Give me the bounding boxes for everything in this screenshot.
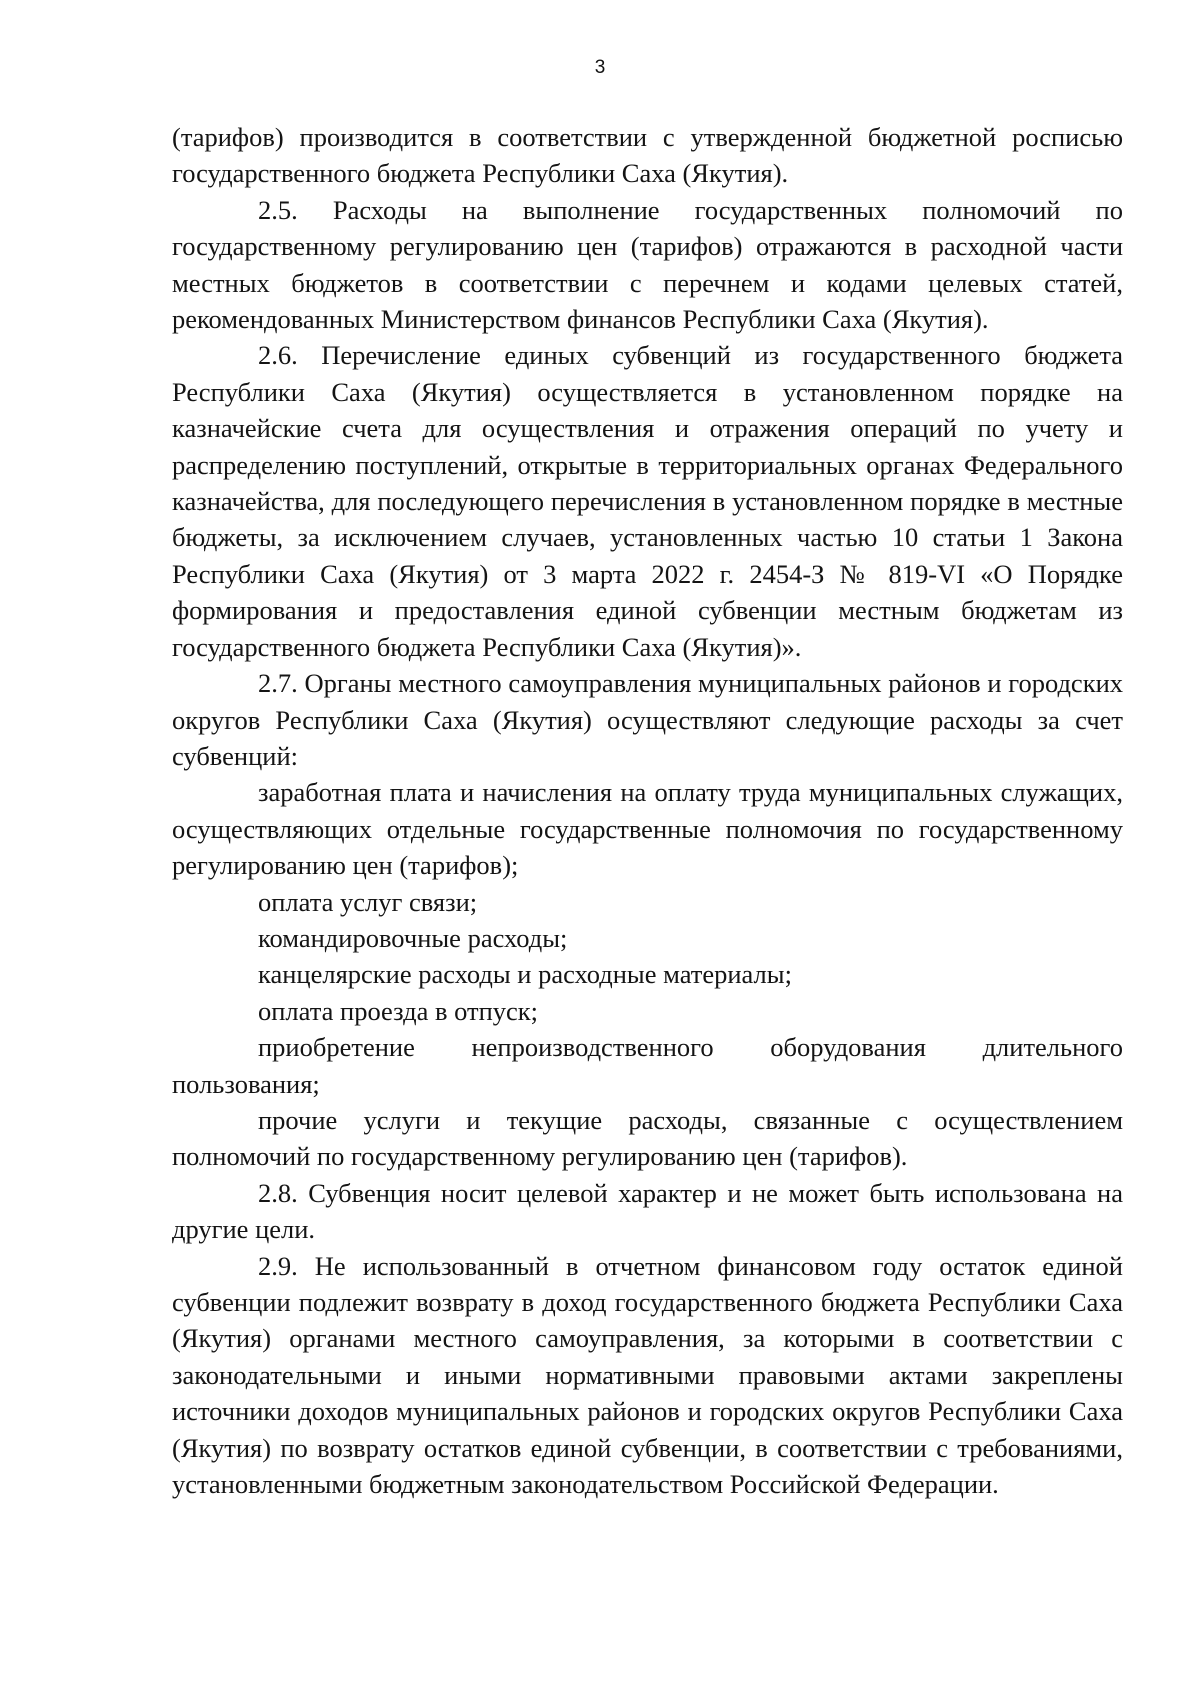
list-item-travel: командировочные расходы; [258, 922, 568, 953]
list-item-salary: заработная плата и начисления на оплату труда муниципальных служащих, осуществляющих отдельные государственные полномочия по государственному регулированию цен (тарифов); [172, 777, 1123, 881]
paragraph-2-9: 2.9. Не использованный в отчетном финансовом году остаток единой субвенции подлежит возврату в доход государственного бюджета Республики Саха (Якутия) органами местного самоуправления, за которыми в соответствии с законодательными и иными нормативными правовыми актами закреплены источники доходов муниципальных районов и городских округов Республики Саха (Якутия) по возврату остатков единой субвенции, в соответствии с требованиями, установленными бюджетным законодательством Российской Федерации. [172, 1250, 1123, 1500]
paragraph-continuation: (тарифов) производится в соответствии с утвержденной бюджетной росписью государственного бюджета Республики Саха (Якутия). [172, 122, 1123, 189]
list-item-equipment: приобретение непроизводственного оборудования длительного пользования; [172, 1032, 1123, 1099]
list-item-other-services: прочие услуги и текущие расходы, связанные с осуществлением полномочий по государственному регулированию цен (тарифов). [172, 1104, 1123, 1172]
paragraph-2-5: 2.5. Расходы на выполнение государственных полномочий по государственному регулированию цен (тарифов) отражаются в расходной части местных бюджетов в соответствии с перечнем и кодами целевых статей, рекомендованных Министерством финансов Республики Саха (Якутия). [172, 194, 1123, 335]
list-item-communication: оплата услуг связи; [258, 886, 478, 917]
list-item-stationery: канцелярские расходы и расходные материалы; [258, 959, 792, 990]
paragraph-2-6: 2.6. Перечисление единых субвенций из государственного бюджета Республики Саха (Якутия) осуществляется в установленном порядке на казначейские счета для осуществления и отражения операций по учету и распределению поступлений, открытые в территориальных органах Федерального казначейства, для последующего перечисления в установленном порядке в местные бюджеты, за исключением случаев, установленных частью 10 статьи 1 Закона Республики Саха (Якутия) от 3 марта 2022 г. 2454-З № 819-VI «О Порядке формирования и предоставления единой субвенции местным бюджетам из государственного бюджета Республики Саха (Якутия)». [172, 340, 1123, 662]
list-item-vacation-travel: оплата проезда в отпуск; [258, 995, 539, 1026]
paragraph-2-8: 2.8. Субвенция носит целевой характер и не может быть использована на другие цели. [172, 1177, 1123, 1245]
document-body [172, 119, 1123, 1502]
paragraph-2-7: 2.7. Органы местного самоуправления муниципальных районов и городских округов Республики Саха (Якутия) осуществляют следующие расходы за счет субвенций: [172, 668, 1123, 771]
page-number: 3 [594, 57, 606, 78]
